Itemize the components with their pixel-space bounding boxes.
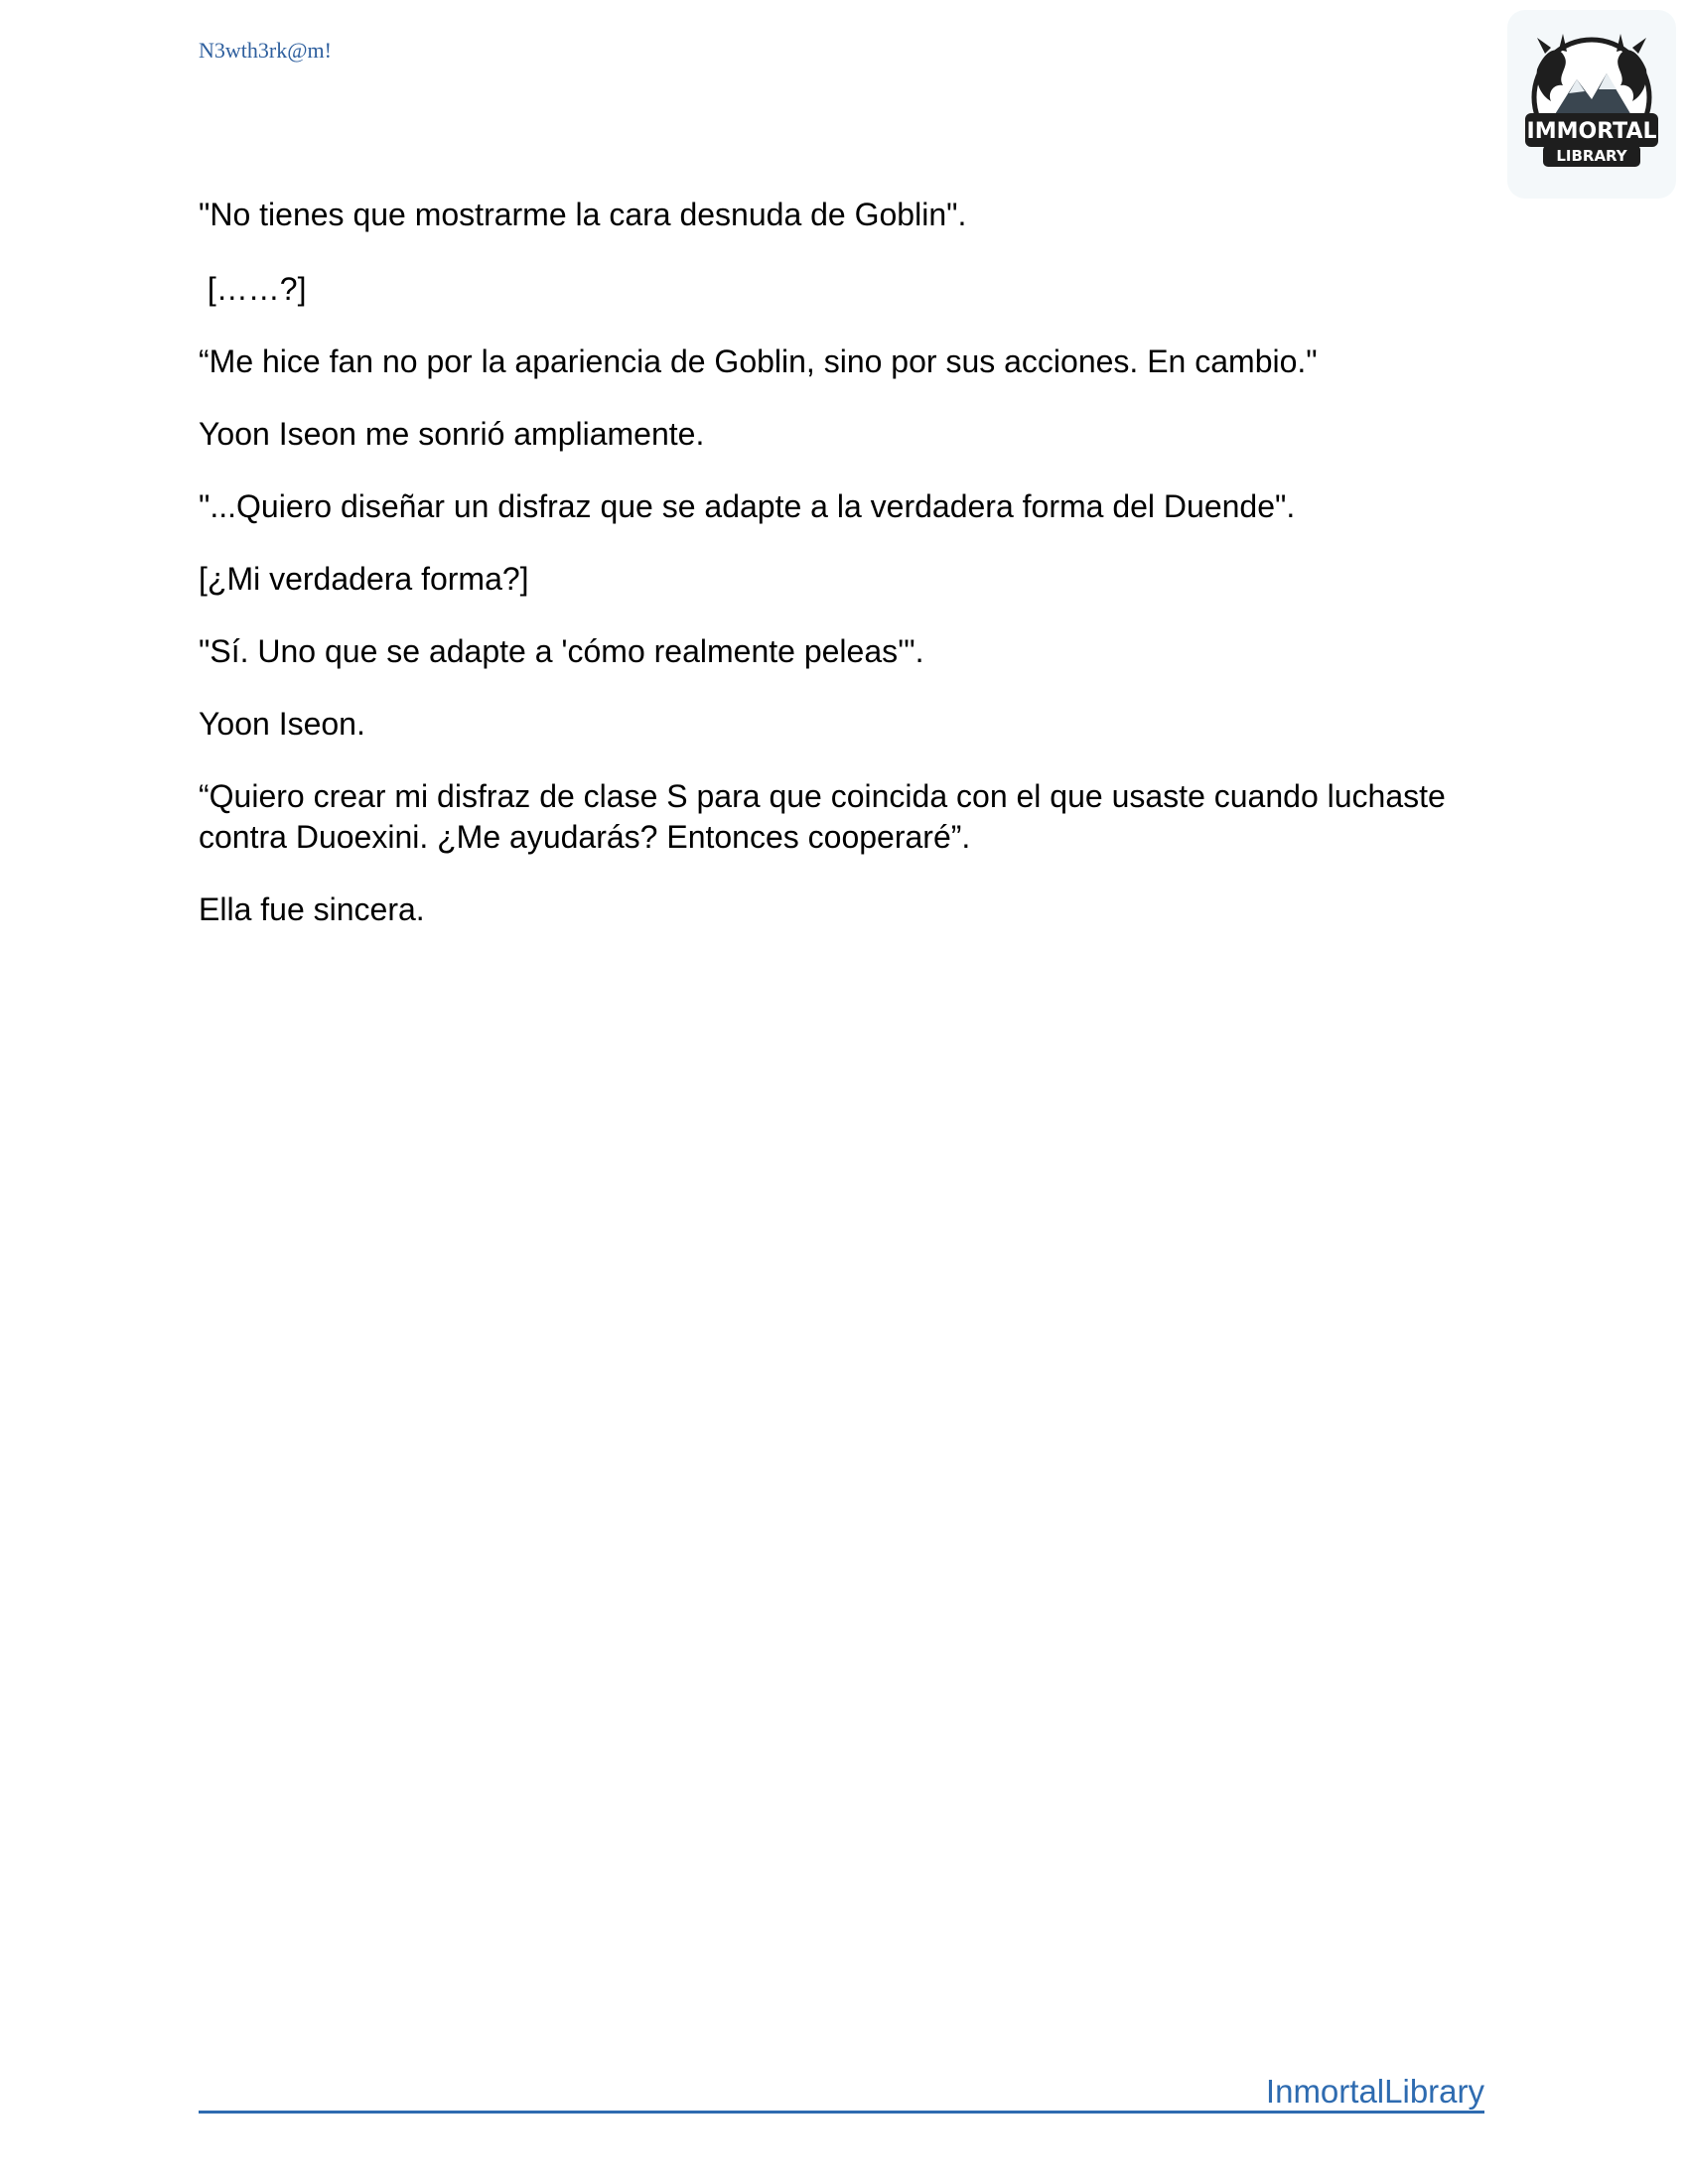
paragraph: "...Quiero diseñar un disfraz que se adapte a la verdadera forma del Duende". [199,488,1296,524]
header-tag: N3wth3rk@m! [199,38,332,63]
paragraph: "No tienes que mostrarme la cara desnuda de Goblin". [199,197,967,232]
immortal-library-logo [1507,10,1676,199]
footer-divider [199,2111,1484,2114]
document-body [199,195,1489,962]
paragraph: [¿Mi verdadera forma?] [199,561,529,597]
footer-link[interactable]: InmortalLibrary [1265,2073,1484,2110]
paragraph: "Sí. Uno que se adapte a 'cómo realmente peleas'". [199,633,924,669]
paragraph: Yoon Iseon. [199,706,365,742]
paragraph: “Me hice fan no por la apariencia de Goblin, sino por sus acciones. En cambio." [199,343,1318,379]
paragraph: Yoon Iseon me sonrió ampliamente. [199,416,705,452]
paragraph: Ella fue sincera. [199,891,425,927]
dragons-mountain-emblem-icon [1507,10,1676,199]
logo-subtitle: LIBRARY [1556,147,1627,165]
paragraph: “Quiero crear mi disfraz de clase S para que coincida con el que usaste cuando luchaste contra Duoexini. ¿Me ayudarás? Entonces cooperaré”. [199,778,1455,855]
logo-title: IMMORTAL [1526,119,1657,144]
paragraph: [……?] [199,271,307,307]
